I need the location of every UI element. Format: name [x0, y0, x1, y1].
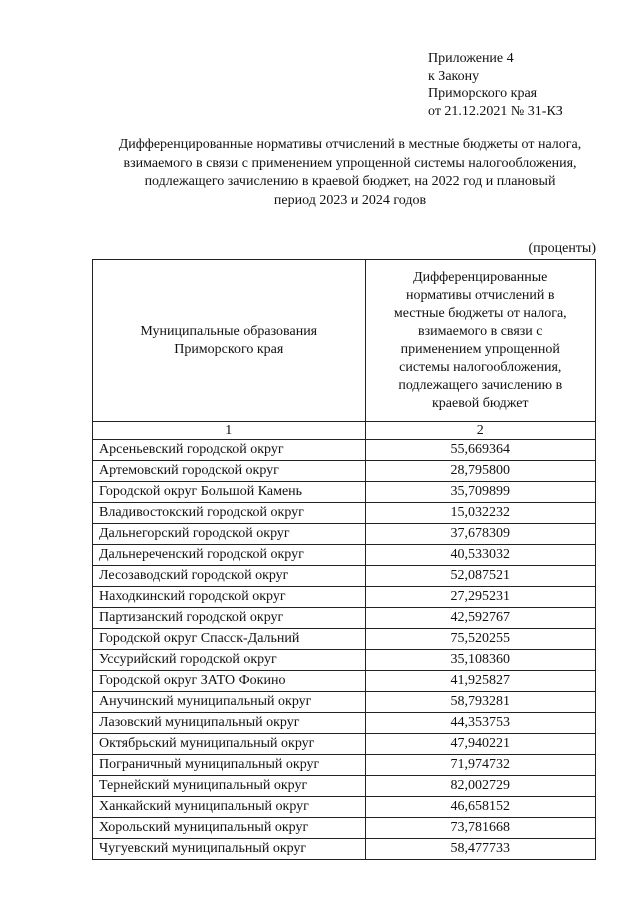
municipality-name: Октябрьский муниципальный округ: [93, 734, 366, 755]
norm-value: 42,592767: [365, 608, 595, 629]
municipality-name: Городской округ Спасск-Дальний: [93, 629, 366, 650]
table-row: [93, 692, 596, 713]
column-number-row: [93, 422, 596, 440]
header-norm: [365, 260, 595, 422]
title-line: Дифференцированные нормативы отчислений в местные бюджеты от налога,: [118, 137, 582, 152]
municipality-name: Городской округ Большой Камень: [93, 482, 366, 503]
norm-value: 75,520255: [365, 629, 595, 650]
header-line: Муниципальные образования: [140, 323, 318, 339]
header-line: взимаемого в связи с: [418, 323, 543, 339]
table-row: [93, 734, 596, 755]
appendix-line: от 21.12.2021 № 31-КЗ: [428, 103, 563, 119]
norm-value: 27,295231: [365, 587, 595, 608]
norm-value: 35,108360: [365, 650, 595, 671]
norm-value: 71,974732: [365, 755, 595, 776]
header-line: краевой бюджет: [431, 395, 529, 411]
header-line: системы налогообложения,: [399, 359, 562, 375]
document-title: [60, 136, 640, 210]
norm-value: 15,032232: [365, 503, 595, 524]
table-row: [93, 461, 596, 482]
municipality-name: Лазовский муниципальный округ: [93, 713, 366, 734]
table-row: [93, 587, 596, 608]
norm-value: 35,709899: [365, 482, 595, 503]
municipality-name: Чугуевский муниципальный округ: [93, 839, 366, 860]
table-header-row: [93, 260, 596, 422]
header-municipality: [93, 260, 366, 422]
municipality-name: Лесозаводский городской округ: [93, 566, 366, 587]
norm-value: 40,533032: [365, 545, 595, 566]
units-label: (проценты): [528, 241, 596, 256]
appendix-line: к Закону: [428, 68, 480, 84]
header-line: нормативы отчислений в: [406, 287, 555, 303]
norm-value: 37,678309: [365, 524, 595, 545]
appendix-line: Приморского края: [428, 86, 538, 101]
table-row: [93, 440, 596, 461]
norm-value: 47,940221: [365, 734, 595, 755]
municipality-name: Ханкайский муниципальный округ: [93, 797, 366, 818]
table-row: [93, 776, 596, 797]
municipality-name: Артемовский городской округ: [93, 461, 366, 482]
norm-value: 58,793281: [365, 692, 595, 713]
norm-value: 28,795800: [365, 461, 595, 482]
title-line: подлежащего зачислению в краевой бюджет, на 2022 год и плановый: [144, 174, 556, 189]
municipality-name: Находкинский городской округ: [93, 587, 366, 608]
norm-value: 55,669364: [365, 440, 595, 461]
title-line: взимаемого в связи с применением упрощенной системы налогообложения,: [123, 155, 577, 171]
header-line: местные бюджеты от налога,: [393, 305, 567, 321]
municipality-name: Анучинский муниципальный округ: [93, 692, 366, 713]
municipality-name: Партизанский городской округ: [93, 608, 366, 629]
table-row: [93, 524, 596, 545]
table-row: [93, 755, 596, 776]
table-row: [93, 629, 596, 650]
title-line: период 2023 и 2024 годов: [273, 192, 427, 208]
norm-value: 44,353753: [365, 713, 595, 734]
column-number: 2: [365, 422, 595, 440]
norms-table: [92, 259, 596, 860]
table-row: [93, 671, 596, 692]
table-row: [93, 650, 596, 671]
municipality-name: Тернейский муниципальный округ: [93, 776, 366, 797]
table-row: [93, 482, 596, 503]
municipality-name: Хорольский муниципальный округ: [93, 818, 366, 839]
municipality-name: Владивостокский городской округ: [93, 503, 366, 524]
municipality-name: Пограничный муниципальный округ: [93, 755, 366, 776]
municipality-name: Уссурийский городской округ: [93, 650, 366, 671]
table-row: [93, 545, 596, 566]
table-row: [93, 797, 596, 818]
appendix-reference: [428, 50, 563, 120]
column-number: 1: [93, 422, 366, 440]
municipality-name: Дальнереченский городской округ: [93, 545, 366, 566]
norm-value: 82,002729: [365, 776, 595, 797]
table-row: [93, 713, 596, 734]
norm-value: 52,087521: [365, 566, 595, 587]
municipality-name: Арсеньевский городской округ: [93, 440, 366, 461]
header-line: Приморского края: [174, 341, 284, 357]
header-line: Дифференцированные: [413, 269, 548, 285]
table-row: [93, 608, 596, 629]
header-line: применением упрощенной: [400, 341, 560, 357]
municipality-name: Дальнегорский городской округ: [93, 524, 366, 545]
table-row: [93, 566, 596, 587]
table-row: [93, 839, 596, 860]
table-row: [93, 503, 596, 524]
norm-value: 46,658152: [365, 797, 595, 818]
header-line: подлежащего зачислению в: [398, 377, 563, 393]
norm-value: 41,925827: [365, 671, 595, 692]
norm-value: 73,781668: [365, 818, 595, 839]
norm-value: 58,477733: [365, 839, 595, 860]
appendix-line: Приложение 4: [428, 51, 514, 66]
table-row: [93, 818, 596, 839]
municipality-name: Городской округ ЗАТО Фокино: [93, 671, 366, 692]
